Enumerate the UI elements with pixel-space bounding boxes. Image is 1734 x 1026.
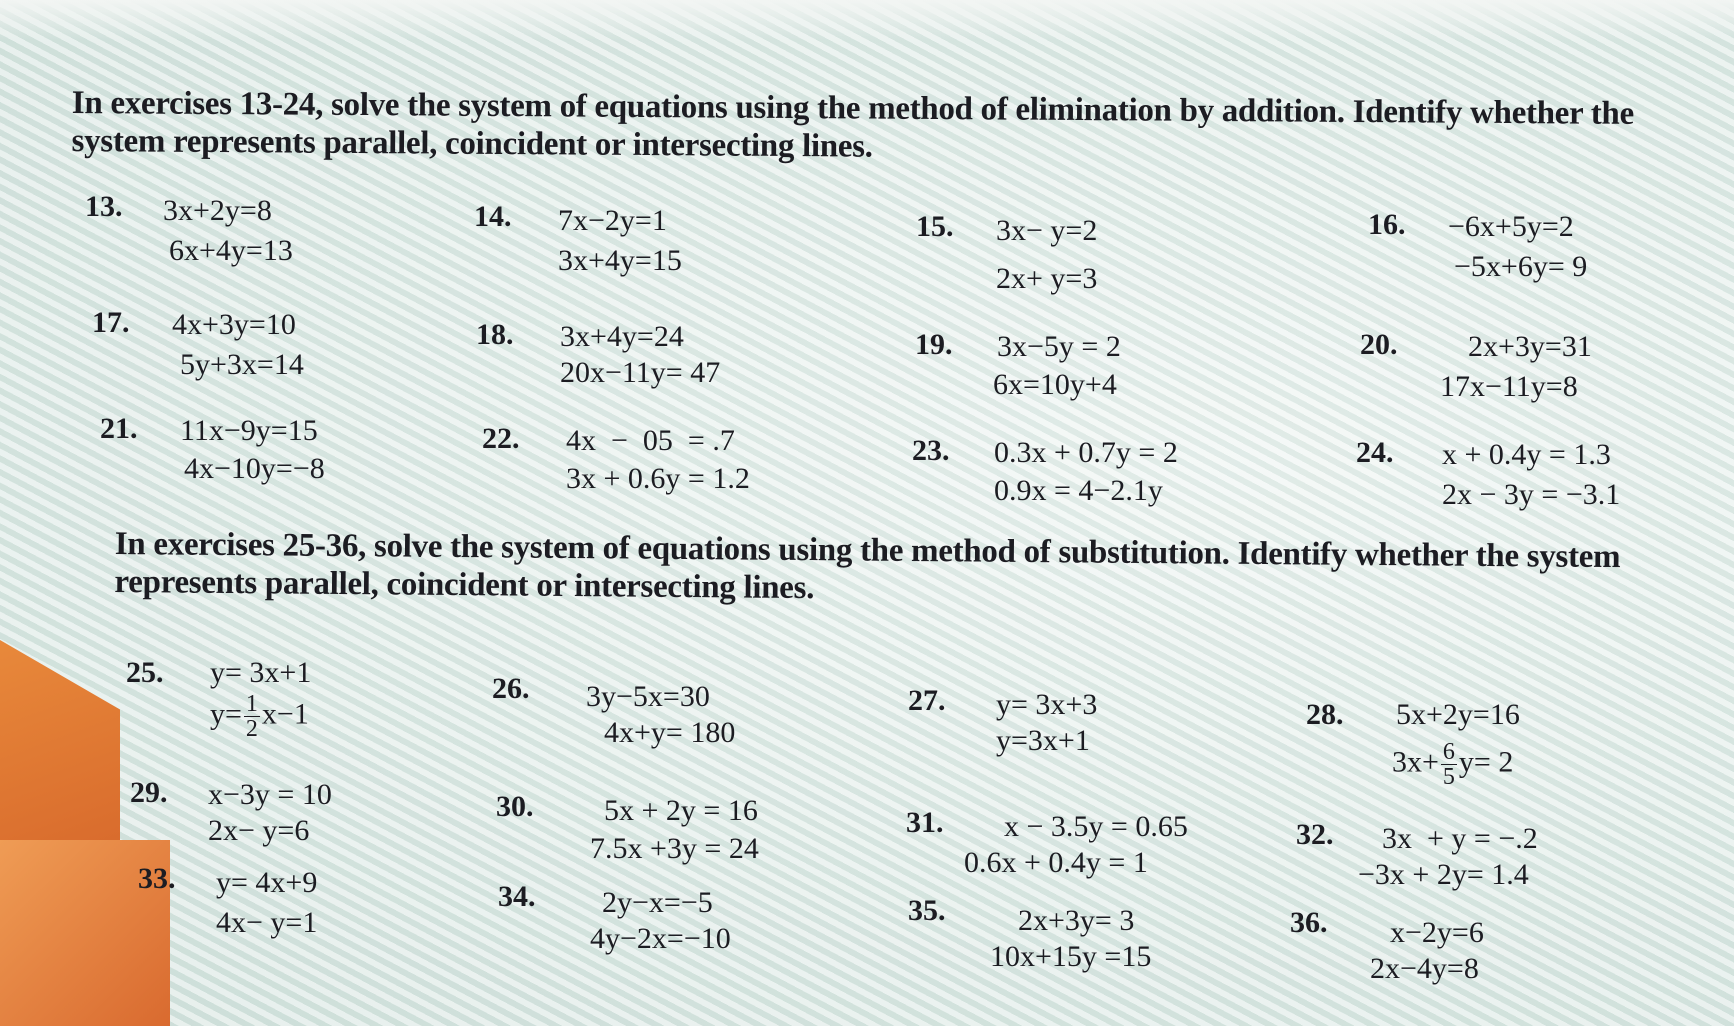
equation-2: 6x=10y+4 bbox=[993, 368, 1117, 401]
exercise-number: 24. bbox=[1356, 436, 1394, 469]
equation-2: 5y+3x=14 bbox=[180, 348, 304, 381]
exercise-number: 13. bbox=[85, 190, 123, 223]
equation-2: −3x + 2y= 1.4 bbox=[1358, 858, 1529, 891]
equation-1: 5x + 2y = 16 bbox=[604, 794, 758, 827]
exercise-number: 29. bbox=[130, 776, 168, 809]
equation-1: 2x+3y= 3 bbox=[1018, 904, 1135, 937]
equation-1: 3x−5y = 2 bbox=[997, 330, 1121, 363]
exercise-number: 20. bbox=[1360, 328, 1398, 361]
equation-2 bbox=[210, 692, 309, 741]
fraction-denominator: 5 bbox=[1442, 764, 1455, 790]
exercise-number: 30. bbox=[496, 790, 534, 823]
equation-1: 0.3x + 0.7y = 2 bbox=[994, 436, 1178, 469]
equation-2: 17x−11y=8 bbox=[1440, 370, 1578, 403]
equation-1: y= 3x+1 bbox=[210, 656, 312, 689]
equation-1: 3x+4y=24 bbox=[560, 320, 684, 353]
equation-2 bbox=[1392, 740, 1513, 789]
equation-1: y= 3x+3 bbox=[996, 688, 1098, 721]
exercise-number: 27. bbox=[908, 684, 946, 717]
equation-2: 3x + 0.6y = 1.2 bbox=[566, 462, 750, 495]
equation-1: 7x−2y=1 bbox=[558, 204, 667, 237]
exercise-number: 32. bbox=[1296, 818, 1334, 851]
fraction-numerator: 6 bbox=[1442, 739, 1455, 765]
equation-1: 2x+3y=31 bbox=[1468, 330, 1592, 363]
fraction bbox=[244, 692, 260, 741]
page-top-edge bbox=[0, 0, 1734, 40]
exercise-number: 18. bbox=[476, 318, 514, 351]
equation-1: 3x+2y=8 bbox=[163, 194, 272, 227]
equation-2: 0.6x + 0.4y = 1 bbox=[964, 846, 1148, 879]
fraction-denominator: 2 bbox=[245, 716, 258, 742]
exercise-number: 15. bbox=[916, 210, 954, 243]
exercise-number: 36. bbox=[1290, 906, 1328, 939]
equation-1: x + 0.4y = 1.3 bbox=[1442, 438, 1611, 471]
exercise-number: 14. bbox=[474, 200, 512, 233]
equation-2: 0.9x = 4−2.1y bbox=[994, 474, 1163, 507]
equation-2: 4x−10y=−8 bbox=[184, 452, 325, 485]
exercise-number: 17. bbox=[92, 306, 130, 339]
equation-2: 3x+4y=15 bbox=[558, 244, 682, 277]
exercise-number: 26. bbox=[492, 672, 530, 705]
equation-1: 11x−9y=15 bbox=[180, 414, 318, 447]
equation-2: 2x+ y=3 bbox=[996, 262, 1098, 295]
fraction-numerator: 1 bbox=[245, 691, 258, 717]
equation-1: y= 4x+9 bbox=[216, 866, 318, 899]
exercise-number: 21. bbox=[100, 412, 138, 445]
equation-2-prefix: y= bbox=[210, 697, 242, 731]
exercise-number: 31. bbox=[906, 806, 944, 839]
exercise-number: 23. bbox=[912, 434, 950, 467]
equation-2: 4x+y= 180 bbox=[604, 716, 736, 749]
equation-2: −5x+6y= 9 bbox=[1454, 250, 1588, 283]
exercise-number: 19. bbox=[915, 328, 953, 361]
equation-1: x−2y=6 bbox=[1390, 916, 1484, 949]
equation-2: 20x−11y= 47 bbox=[560, 356, 721, 389]
exercise-number: 34. bbox=[498, 880, 536, 913]
equation-1: x−3y = 10 bbox=[208, 778, 332, 811]
equation-2: 10x+15y =15 bbox=[990, 940, 1152, 973]
equation-1: x − 3.5y = 0.65 bbox=[1004, 810, 1188, 843]
equation-2: 2x− y=6 bbox=[208, 814, 310, 847]
equation-2-suffix: x−1 bbox=[261, 697, 309, 731]
equation-1: 4x − 05 = .7 bbox=[566, 424, 735, 457]
exercise-number: 22. bbox=[482, 422, 520, 455]
exercise-number: 16. bbox=[1368, 208, 1406, 241]
equation-1: 4x+3y=10 bbox=[172, 308, 296, 341]
equation-2-suffix: y= 2 bbox=[1458, 745, 1514, 779]
exercise-number: 33. bbox=[138, 862, 176, 895]
equation-2: 7.5x +3y = 24 bbox=[590, 832, 759, 865]
equation-2: 4y−2x=−10 bbox=[590, 922, 731, 955]
equation-1: 3x− y=2 bbox=[996, 214, 1098, 247]
exercise-number: 25. bbox=[126, 656, 164, 689]
equation-2-prefix: 3x+ bbox=[1392, 745, 1439, 779]
exercise-number: 35. bbox=[908, 894, 946, 927]
exercise-number: 28. bbox=[1306, 698, 1344, 731]
equation-1: 3x + y = −.2 bbox=[1382, 822, 1538, 855]
equation-1: 2y−x=−5 bbox=[602, 886, 713, 919]
equation-1: 5x+2y=16 bbox=[1396, 698, 1520, 731]
instructions-substitution: In exercises 25-36, solve the system of equations using the method of substitution. Identify whether the system represents parallel, coincident or intersecting lines. bbox=[114, 525, 1621, 607]
equation-2: y=3x+1 bbox=[996, 724, 1090, 757]
equation-1: −6x+5y=2 bbox=[1448, 210, 1574, 243]
equation-2: 2x−4y=8 bbox=[1370, 952, 1479, 985]
equation-2: 6x+4y=13 bbox=[169, 234, 293, 267]
equation-1: 3y−5x=30 bbox=[586, 680, 710, 713]
equation-2: 4x− y=1 bbox=[216, 906, 318, 939]
instructions-elimination: In exercises 13-24, solve the system of equations using the method of elimination by addition. Identify whether the system represents parallel, coincident or intersecting lines. bbox=[71, 84, 1635, 165]
fraction bbox=[1441, 740, 1457, 789]
equation-2: 2x − 3y = −3.1 bbox=[1442, 478, 1621, 511]
